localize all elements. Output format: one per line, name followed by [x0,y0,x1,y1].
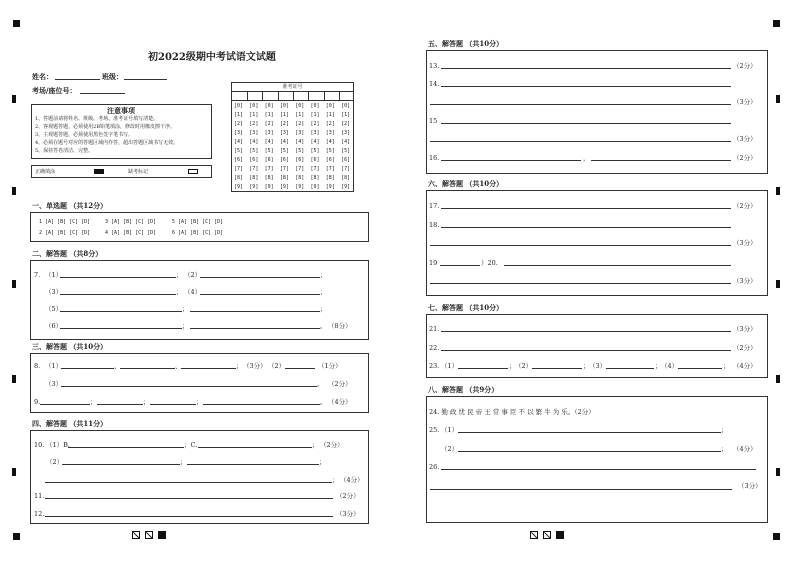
answer-line[interactable] [181,368,236,369]
notice-line: 2、客观题答题，必须使用2B铅笔填涂，修改时用橡皮擦干净。 [35,124,176,130]
q21-label: 21. [429,325,440,333]
id-digit-bubble[interactable]: [9] [234,184,244,190]
answer-line[interactable] [606,368,654,369]
part-label: （2） [268,362,286,370]
id-digit-bubble[interactable]: [0] [295,103,305,109]
separator: 、 [114,362,121,370]
id-digit-bubble[interactable]: [7] [310,166,320,172]
answer-line[interactable] [441,68,731,69]
id-digit-bubble[interactable]: [8] [295,175,305,181]
part-label: （5） [45,305,63,313]
exam-id-header: 准考证号 [232,83,353,92]
answer-line[interactable] [441,469,756,470]
q8-label: 8. [34,362,41,370]
answer-line[interactable] [60,311,182,312]
id-digit-bubble[interactable]: [6] [264,157,274,163]
separator: ； [723,362,730,370]
id-digit-bubble[interactable]: [5] [310,148,320,154]
id-digit-bubble[interactable]: [4] [341,139,351,145]
separator: ； [182,322,189,330]
separator: 、 [175,362,182,370]
answer-line[interactable] [441,123,731,124]
section-7-title: 七、解答题 （共10分） [428,303,504,312]
id-digit-bubble[interactable]: [5] [234,148,244,154]
answer-line[interactable] [441,350,731,351]
answer-line[interactable] [61,368,114,369]
part-label: （3） [589,362,607,370]
answer-line[interactable] [504,265,731,266]
timing-mark [12,468,16,476]
answer-line[interactable] [198,447,312,448]
answer-line[interactable] [430,489,732,490]
answer-line[interactable] [61,386,317,387]
choice-row[interactable]: 2 [A] [B] [C] [D] [39,230,91,236]
answer-line[interactable] [60,294,176,295]
part-label: （3） [45,288,63,296]
timing-mark [776,468,780,476]
corner-mark [773,533,780,540]
part-label: （2） [515,362,533,370]
class-label: 班级： [102,72,123,81]
id-digit-bubble[interactable]: [4] [279,139,289,145]
score-label: （3分） [733,325,757,333]
q13-label: 13. [429,62,440,70]
id-digit-bubble[interactable]: [5] [279,148,289,154]
q10-label: 10. [34,441,45,449]
score-label: （4分） [340,476,364,484]
id-digit-bubble[interactable]: [6] [341,157,351,163]
score-label: （4分） [733,362,757,370]
q22-label: 22. [429,344,440,352]
choice-row[interactable]: 1 [A] [B] [C] [D] [39,219,91,225]
id-digit-bubble[interactable]: [9] [264,184,274,190]
separator: ； [236,362,243,370]
page-code-icon [158,531,166,539]
id-digit-bubble[interactable]: [7] [234,166,244,172]
answer-line[interactable] [187,464,319,465]
answer-line[interactable] [441,331,731,332]
id-digit-bubble[interactable]: [3] [295,130,305,136]
q15-label: 15 [429,117,438,125]
notice-line: 4、必须在题号对应的答题区域内作答，超出答题区域书写无效。 [35,140,179,146]
q17-label: 17. [429,202,440,210]
exam-id-grid [231,82,354,192]
part-label: ；C. [184,441,198,449]
id-digit-bubble[interactable]: [9] [279,184,289,190]
choice-row[interactable]: 5 [A] [B] [C] [D] [172,219,224,225]
separator: ； [320,271,327,279]
score-label: （3分） [733,277,757,285]
answer-line[interactable] [45,498,333,499]
answer-line[interactable] [68,447,184,448]
name-field[interactable] [55,79,100,80]
separator: ； [196,398,203,406]
section-4-title: 四、解答题 （共11分） [32,419,108,428]
answer-line[interactable] [285,368,315,369]
separator: ； [655,362,662,370]
answer-line[interactable] [458,451,721,452]
id-digit-bubble[interactable]: [3] [264,130,274,136]
section-6-title: 六、解答题 （共10分） [428,179,504,188]
id-digit-bubble[interactable]: [1] [310,112,320,118]
id-digit-bubble[interactable]: [5] [249,148,259,154]
notice-box [31,104,212,159]
score-label: （4分） [328,398,352,406]
id-digit-bubble[interactable]: [0] [234,103,244,109]
answer-line[interactable] [441,86,731,87]
id-digit-bubble[interactable]: [4] [234,139,244,145]
id-digit-bubble[interactable]: [6] [310,157,320,163]
part-label: （3） [45,380,63,388]
id-digit-bubble[interactable]: [9] [325,184,335,190]
id-digit-bubble[interactable]: [8] [341,175,351,181]
notice-line: 5、保持答卷清洁、完整。 [35,148,94,154]
id-digit-bubble[interactable]: [1] [234,112,244,118]
answer-line[interactable] [458,432,721,433]
separator: ； [320,288,327,296]
score-label: （2分） [733,154,757,162]
id-digit-bubble[interactable]: [8] [249,175,259,181]
id-digit-bubble[interactable]: [6] [295,157,305,163]
id-digit-bubble[interactable]: [2] [325,121,335,127]
q9-label: 9. [34,398,41,406]
separator: ； [180,458,187,466]
score-label: （2分） [733,62,757,70]
separator: ； [320,305,327,313]
id-digit-bubble[interactable]: [7] [341,166,351,172]
timing-mark [776,95,780,103]
correct-fill-label: 正确填涂 [35,169,56,175]
answer-line[interactable] [591,160,731,161]
timing-mark [776,187,780,195]
answer-line[interactable] [200,277,320,278]
id-digit-bubble[interactable]: [2] [341,121,351,127]
id-digit-bubble[interactable]: [7] [264,166,274,172]
separator: ； [332,476,339,484]
answer-line[interactable] [40,404,90,405]
id-digit-bubble[interactable]: [6] [325,157,335,163]
answer-line[interactable] [60,277,176,278]
id-digit-bubble[interactable]: [8] [279,175,289,181]
separator: 。 [317,380,324,388]
id-digit-bubble[interactable]: [1] [341,112,351,118]
answer-line[interactable] [203,404,320,405]
answer-line[interactable] [200,294,320,295]
q23-label: 23. [429,362,440,370]
answer-line[interactable] [190,328,320,329]
id-digit-bubble[interactable]: [8] [310,175,320,181]
score-label: （1分） [318,362,342,370]
choice-row[interactable]: 4 [A] [B] [C] [D] [105,230,157,236]
q16-label: 16. [429,154,440,162]
answer-line[interactable] [430,141,731,142]
timing-mark [776,280,780,288]
score-label: （3分） [243,362,267,370]
separator: ， [583,154,590,162]
answer-line[interactable] [60,328,182,329]
separator: ； [143,398,150,406]
answer-line[interactable] [150,404,196,405]
corner-mark [773,20,780,27]
separator: ； [182,305,189,313]
id-digit-bubble[interactable]: [2] [279,121,289,127]
part-label: （6） [45,322,63,330]
section-6-box [426,190,768,296]
id-digit-bubble[interactable]: [1] [279,112,289,118]
answer-line[interactable] [430,104,731,105]
answer-line[interactable] [458,368,508,369]
score-label: （8分） [328,322,352,330]
id-digit-bubble[interactable]: [3] [341,130,351,136]
absent-mark-box[interactable] [188,169,198,174]
answer-line[interactable] [532,368,582,369]
section-8-title: 八、解答题 （共9分） [428,385,499,394]
part-label: （1） [441,426,459,434]
id-digit-bubble[interactable]: [0] [341,103,351,109]
separator: 。 [320,322,327,330]
section-2-title: 二、解答题 （共8分） [32,249,103,258]
q26-label: 26. [429,463,440,471]
choice-row[interactable]: 6 [A] [B] [C] [D] [172,230,224,236]
part-label: （1） [441,362,459,370]
score-label: （4分） [733,445,757,453]
answer-line[interactable] [678,368,722,369]
score-label: （3分） [733,135,757,143]
room-field[interactable] [80,93,125,94]
id-digit-bubble[interactable]: [2] [264,121,274,127]
score-label: （2分） [320,441,344,449]
q24-text: 24. 勤 政 忧 民 帝 王 常 事 臣 不 以 繁 牛 为 乐。（2分） [429,408,595,416]
id-digit-bubble[interactable]: [0] [310,103,320,109]
name-label: 姓名： [32,72,53,81]
corner-mark [13,20,20,27]
id-digit-bubble[interactable]: [3] [279,130,289,136]
id-digit-bubble[interactable]: [4] [264,139,274,145]
timing-mark [12,375,16,383]
id-digit-bubble[interactable]: [3] [310,130,320,136]
id-digit-bubble[interactable]: [3] [234,130,244,136]
score-label: （2分） [336,492,360,500]
id-digit-bubble[interactable]: [7] [295,166,305,172]
q14-label: 14. [429,80,440,88]
answer-line[interactable] [430,283,731,284]
part-label: （2） [46,458,64,466]
id-digit-bubble[interactable]: [0] [249,103,259,109]
score-label: （3分） [738,482,762,490]
separator: ； [176,271,183,279]
id-digit-bubble[interactable]: [4] [249,139,259,145]
id-digit-bubble[interactable]: [7] [249,166,259,172]
page-code-icon [132,531,140,539]
page-code-icon [543,531,551,539]
id-digit-bubble[interactable]: [8] [264,175,274,181]
separator: ； [176,288,183,296]
separator: ； [509,362,516,370]
id-digit-bubble[interactable]: [5] [295,148,305,154]
score-label: （3分） [733,239,757,247]
filled-mark-icon [94,169,104,174]
id-digit-bubble[interactable]: [3] [249,130,259,136]
id-digit-bubble[interactable]: [1] [249,112,259,118]
id-digit-bubble[interactable]: [5] [264,148,274,154]
id-digit-bubble[interactable]: [1] [325,112,335,118]
separator: 。 [320,398,327,406]
answer-line[interactable] [440,265,480,266]
id-digit-bubble[interactable]: [9] [249,184,259,190]
answer-line[interactable] [441,160,581,161]
id-digit-bubble[interactable]: [1] [264,112,274,118]
id-digit-bubble[interactable]: [2] [234,121,244,127]
timing-mark [12,95,16,103]
separator: ； [583,362,590,370]
notice-line: 1、答题前请将姓名、班级、考场、准考证号填写清楚。 [35,116,159,122]
timing-mark [12,280,16,288]
q7-label: 7. [34,271,41,279]
id-digit-bubble[interactable]: [7] [279,166,289,172]
answer-line[interactable] [441,208,731,209]
score-label: （2分） [733,344,757,352]
id-digit-bubble[interactable]: [2] [310,121,320,127]
separator: ； [721,445,728,453]
id-digit-bubble[interactable]: [7] [325,166,335,172]
part-label: （1） [45,362,63,370]
timing-mark [776,375,780,383]
answer-line[interactable] [62,464,180,465]
separator: ； [90,398,97,406]
id-digit-bubble[interactable]: [6] [234,157,244,163]
answer-line[interactable] [97,404,143,405]
id-digit-bubble[interactable]: [2] [295,121,305,127]
answer-line[interactable] [45,516,333,517]
id-digit-bubble[interactable]: [9] [295,184,305,190]
answer-line[interactable] [45,482,332,483]
id-digit-bubble[interactable]: [1] [295,112,305,118]
part-label: （4） [184,288,202,296]
separator: ； [312,441,319,449]
timing-mark [12,187,16,195]
score-label: （2分） [328,380,352,388]
part-label: （1）B. [46,441,70,449]
section-5-title: 五、解答题 （共10分） [428,39,504,48]
part-label: （2） [184,271,202,279]
section-1-box [30,212,369,242]
score-label: （3分） [733,98,757,106]
id-digit-bubble[interactable]: [6] [279,157,289,163]
part-label: （2） [441,445,459,453]
separator: ； [319,458,326,466]
id-digit-bubble[interactable]: [9] [310,184,320,190]
separator: ； [721,426,728,434]
id-digit-bubble[interactable]: [3] [325,130,335,136]
section-3-title: 三、解答题 （共10分） [32,342,108,351]
score-label: （3分） [336,510,360,518]
choice-row[interactable]: 3 [A] [B] [C] [D] [105,219,157,225]
page-code-icon [556,531,564,539]
corner-mark [13,533,20,540]
score-label: （2分） [733,202,757,210]
answer-line[interactable] [441,227,731,228]
part-label: （4） [661,362,679,370]
id-digit-bubble[interactable]: [0] [279,103,289,109]
answer-line[interactable] [430,245,731,246]
q25-label: 25. [429,426,440,434]
id-digit-bubble[interactable]: [6] [249,157,259,163]
notice-line: 3、主观题答题，必须使用黑色签字笔书写。 [35,132,134,138]
id-digit-bubble[interactable]: [5] [325,148,335,154]
id-digit-bubble[interactable]: [8] [325,175,335,181]
id-digit-bubble[interactable]: [0] [325,103,335,109]
page-code-icon [530,531,538,539]
section-1-title: 一、单选题 （共12分） [32,201,108,210]
q11-label: 11. [34,492,45,500]
page-title: 初2022级期中考试语文试题 [148,52,276,63]
notice-title: 注意事项 [107,106,135,115]
fill-legend [31,165,212,178]
page-code-icon [145,531,153,539]
id-digit-bubble[interactable]: [4] [325,139,335,145]
id-digit-bubble[interactable]: [2] [249,121,259,127]
id-digit-bubble[interactable]: [4] [310,139,320,145]
id-digit-bubble[interactable]: [9] [341,184,351,190]
id-digit-bubble[interactable]: [4] [295,139,305,145]
answer-line[interactable] [190,311,320,312]
q12-label: 12. [34,510,45,518]
q18-label: 18. [429,221,440,229]
room-label: 考场/座位号： [32,86,77,95]
absent-mark-label: 缺考标记 [128,169,149,175]
class-field[interactable] [124,79,167,80]
q19-label: 19 [429,259,438,267]
id-digit-bubble[interactable]: [8] [234,175,244,181]
id-digit-bubble[interactable]: [5] [341,148,351,154]
answer-line[interactable] [120,368,175,369]
id-digit-bubble[interactable]: [0] [264,103,274,109]
part-label: （1） [45,271,63,279]
q20-label: ）20. [481,259,498,267]
